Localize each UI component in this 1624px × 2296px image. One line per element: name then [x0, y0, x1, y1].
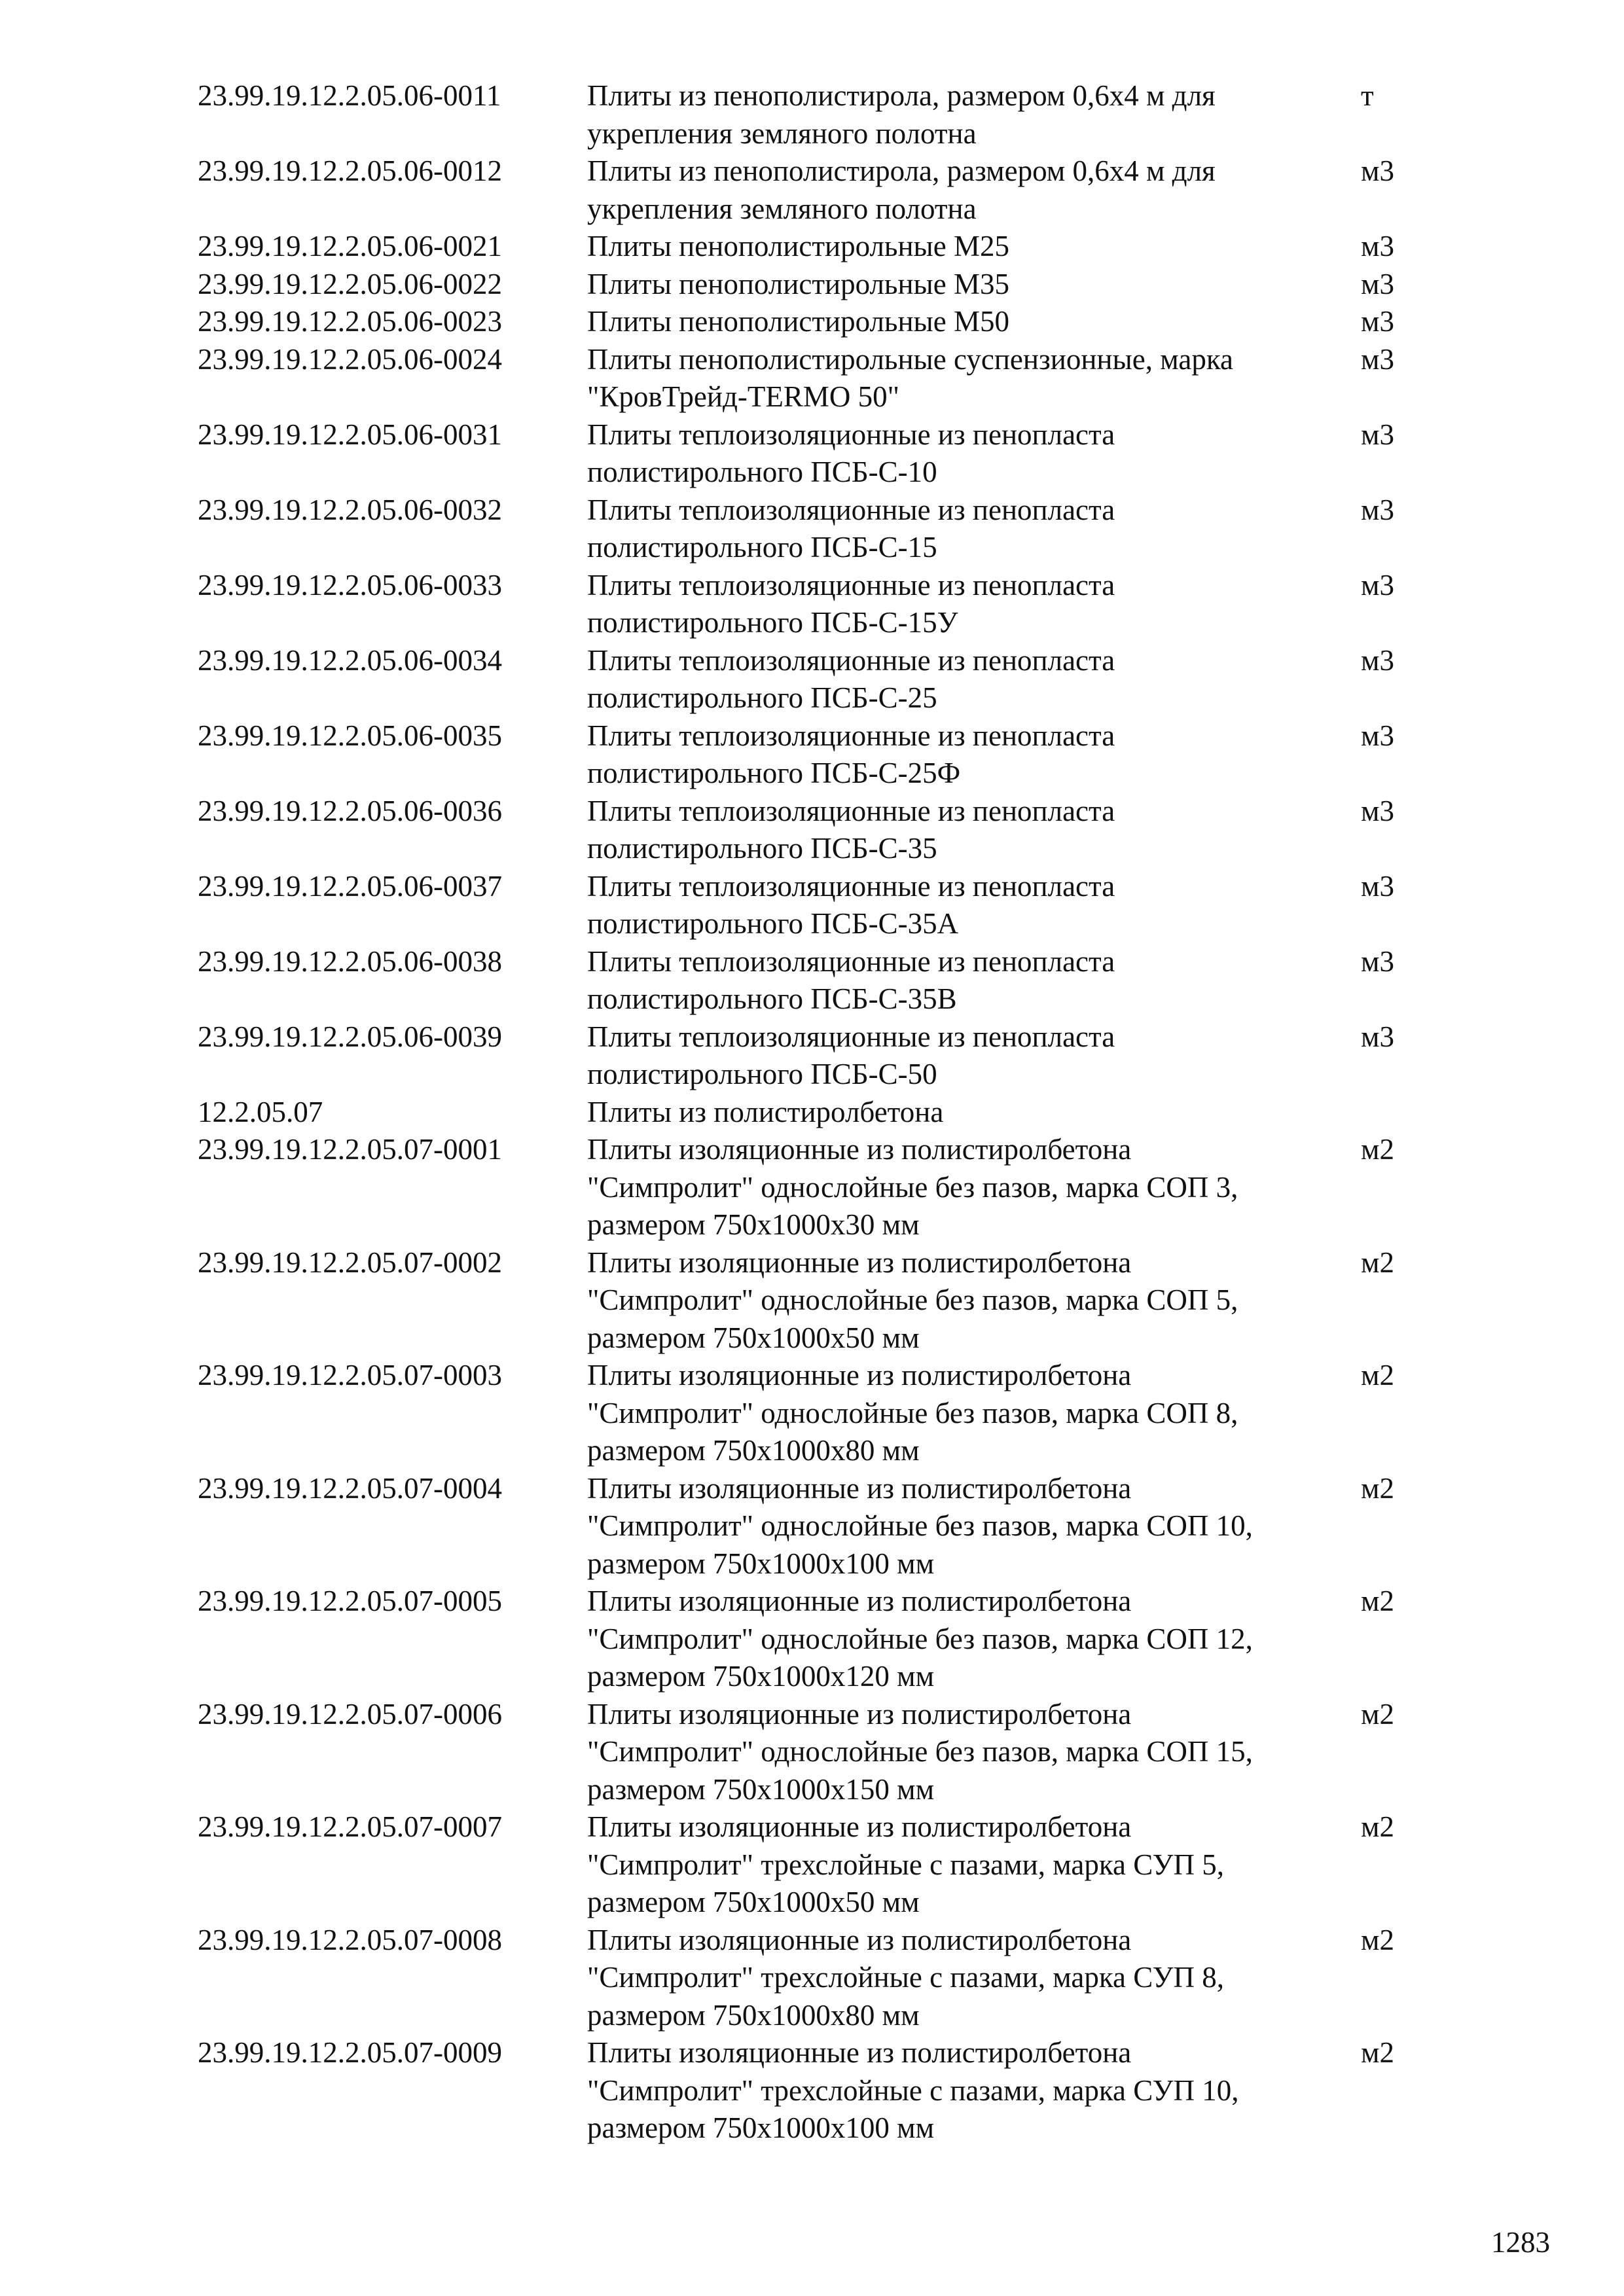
resource-name-line: Плиты изоляционные из полистиролбетона: [587, 1585, 1132, 1617]
resource-name: [587, 1131, 1361, 1244]
table-row: [198, 793, 1441, 868]
resource-table: [198, 77, 1441, 2147]
resource-code: 23.99.19.12.2.05.06-0038: [198, 944, 502, 978]
resource-code: 23.99.19.12.2.05.06-0022: [198, 267, 502, 300]
resource-name: [587, 1357, 1361, 1470]
unit-of-measure: м3: [1361, 869, 1394, 903]
resource-name-line: Плиты теплоизоляционные из пенопласта: [587, 643, 1115, 677]
table-row: [198, 717, 1441, 793]
unit-of-measure: м3: [1361, 568, 1394, 601]
resource-name-line: Плиты изоляционные из полистиролбетона: [587, 1359, 1132, 1391]
unit-of-measure: м3: [1361, 305, 1394, 338]
table-row: [198, 1696, 1441, 1809]
table-row: [198, 77, 1441, 152]
resource-code: 23.99.19.12.2.05.07-0007: [198, 1810, 502, 1843]
resource-name-line: Плиты из пенополистирола, размером 0,6х4 м для: [587, 154, 1216, 187]
table-row: [198, 1018, 1441, 1094]
resource-name-line: Плиты теплоизоляционные из пенопласта: [587, 568, 1115, 601]
resource-name-line: полистирольного ПСБ-С-10: [587, 456, 937, 488]
resource-name: [587, 868, 1361, 943]
table-row: [198, 1131, 1441, 1244]
table-row: [198, 152, 1441, 228]
unit-of-measure: м2: [1361, 1810, 1394, 1843]
table-row: [198, 303, 1441, 341]
table-row: [198, 1583, 1441, 1696]
unit-of-measure: м3: [1361, 230, 1394, 262]
resource-name-line: Плиты изоляционные из полистиролбетона: [587, 1923, 1132, 1956]
resource-name: [587, 642, 1361, 717]
resource-name-line: Плиты теплоизоляционные из пенопласта: [587, 794, 1115, 827]
resource-name-line: Плиты изоляционные из полистиролбетона: [587, 1133, 1132, 1166]
table-row: [198, 1357, 1441, 1470]
resource-code: 23.99.19.12.2.05.07-0005: [198, 1585, 502, 1617]
resource-code: 23.99.19.12.2.05.06-0021: [198, 230, 502, 262]
resource-name-line: Плиты из пенополистирола, размером 0,6х4 м для: [587, 79, 1216, 112]
resource-name-line: размером 750х1000х120 мм: [587, 1660, 935, 1693]
resource-name: [587, 492, 1361, 567]
table-row: [198, 642, 1441, 717]
resource-name-line: размером 750х1000х100 мм: [587, 1547, 935, 1580]
resource-name-line: Плиты пенополистирольные М35: [587, 267, 1010, 300]
resource-name-line: укрепления земляного полотна: [587, 192, 977, 225]
resource-name-line: полистирольного ПСБ-С-35В: [587, 982, 957, 1015]
resource-code: 23.99.19.12.2.05.06-0023: [198, 305, 502, 338]
unit-of-measure: м3: [1361, 154, 1394, 187]
resource-name: [587, 266, 1361, 304]
resource-name-line: размером 750х1000х50 мм: [587, 1886, 920, 1918]
resource-name-line: полистирольного ПСБ-С-15: [587, 531, 937, 564]
resource-code: 23.99.19.12.2.05.06-0012: [198, 154, 502, 187]
resource-code: 23.99.19.12.2.05.06-0033: [198, 568, 502, 601]
unit-of-measure: м3: [1361, 1020, 1394, 1053]
unit-of-measure: т: [1361, 79, 1374, 112]
resource-name: [587, 303, 1361, 341]
unit-of-measure: м3: [1361, 267, 1394, 300]
unit-of-measure: м3: [1361, 342, 1394, 376]
table-row: [198, 1922, 1441, 2035]
resource-name-line: полистирольного ПСБ-С-35: [587, 832, 937, 865]
unit-of-measure: м3: [1361, 719, 1394, 752]
table-row: [198, 416, 1441, 492]
resource-name-line: Плиты пенополистирольные М25: [587, 230, 1010, 262]
resource-name: [587, 1470, 1361, 1583]
table-row: [198, 2034, 1441, 2147]
resource-name-line: укрепления земляного полотна: [587, 117, 977, 150]
resource-name: [587, 1094, 1361, 1132]
resource-name-line: "Симпролит" однослойные без пазов, марка СОП 5,: [587, 1283, 1238, 1316]
resource-name-line: размером 750х1000х150 мм: [587, 1772, 935, 1806]
unit-of-measure: м2: [1361, 1585, 1394, 1617]
resource-name: [587, 152, 1361, 228]
resource-name-line: размером 750х1000х80 мм: [587, 1998, 920, 2032]
resource-name: [587, 77, 1361, 152]
resource-name-line: Плиты пенополистирольные М50: [587, 305, 1010, 338]
resource-code: 23.99.19.12.2.05.06-0011: [198, 79, 501, 112]
resource-name-line: полистирольного ПСБ-С-25Ф: [587, 757, 961, 789]
resource-code: 23.99.19.12.2.05.07-0008: [198, 1923, 502, 1956]
unit-of-measure: м3: [1361, 944, 1394, 978]
table-row: [198, 1244, 1441, 1357]
resource-code: 23.99.19.12.2.05.07-0002: [198, 1246, 502, 1279]
resource-name-line: Плиты изоляционные из полистиролбетона: [587, 1246, 1132, 1279]
resource-code: 23.99.19.12.2.05.07-0003: [198, 1359, 502, 1391]
resource-name: [587, 717, 1361, 793]
resource-name-line: "Симпролит" трехслойные с пазами, марка СУП 8,: [587, 1961, 1225, 1994]
resource-code: 23.99.19.12.2.05.06-0035: [198, 719, 502, 752]
resource-code: 23.99.19.12.2.05.06-0032: [198, 493, 502, 526]
resource-name-line: полистирольного ПСБ-С-35А: [587, 907, 959, 940]
resource-name-line: размером 750х1000х30 мм: [587, 1208, 920, 1241]
unit-of-measure: м2: [1361, 1923, 1394, 1956]
resource-name-line: Плиты теплоизоляционные из пенопласта: [587, 869, 1115, 903]
resource-code: 23.99.19.12.2.05.06-0039: [198, 1020, 502, 1053]
resource-code: 23.99.19.12.2.05.06-0031: [198, 418, 502, 451]
resource-name-line: Плиты теплоизоляционные из пенопласта: [587, 719, 1115, 752]
resource-name: [587, 228, 1361, 266]
resource-name-line: Плиты изоляционные из полистиролбетона: [587, 1810, 1132, 1843]
unit-of-measure: м3: [1361, 794, 1394, 827]
resource-name-line: полистирольного ПСБ-С-25: [587, 681, 937, 714]
table-row: [198, 567, 1441, 642]
resource-name-line: "КровТрейд-TERMO 50": [587, 380, 899, 413]
resource-name: [587, 416, 1361, 492]
table-row: [198, 868, 1441, 943]
resource-name-line: Плиты изоляционные из полистиролбетона: [587, 2036, 1132, 2069]
resource-name: [587, 1808, 1361, 1922]
page-number: 1283: [1491, 2226, 1550, 2259]
unit-of-measure: м2: [1361, 1697, 1394, 1731]
unit-of-measure: м3: [1361, 643, 1394, 677]
resource-name: [587, 1583, 1361, 1696]
resource-name: [587, 1922, 1361, 2035]
resource-name-line: Плиты теплоизоляционные из пенопласта: [587, 1020, 1115, 1053]
resource-name: [587, 793, 1361, 868]
unit-of-measure: м2: [1361, 1359, 1394, 1391]
table-row: [198, 943, 1441, 1018]
resource-code: 23.99.19.12.2.05.06-0034: [198, 643, 502, 677]
unit-of-measure: м2: [1361, 1471, 1394, 1505]
table-row: [198, 266, 1441, 304]
resource-name: [587, 943, 1361, 1018]
unit-of-measure: м3: [1361, 418, 1394, 451]
resource-name: [587, 567, 1361, 642]
table-row: [198, 1094, 1441, 1132]
unit-of-measure: м2: [1361, 1246, 1394, 1279]
resource-name-line: размером 750х1000х50 мм: [587, 1321, 920, 1354]
table-row: [198, 492, 1441, 567]
resource-name-line: "Симпролит" трехслойные с пазами, марка СУП 5,: [587, 1848, 1225, 1881]
resource-name: [587, 1018, 1361, 1094]
resource-name-line: Плиты теплоизоляционные из пенопласта: [587, 418, 1115, 451]
resource-name-line: "Симпролит" трехслойные с пазами, марка СУП 10,: [587, 2073, 1239, 2107]
resource-code: 23.99.19.12.2.05.07-0001: [198, 1133, 502, 1166]
resource-name-line: Плиты теплоизоляционные из пенопласта: [587, 944, 1115, 978]
resource-name-line: размером 750х1000х80 мм: [587, 1434, 920, 1467]
resource-code: 23.99.19.12.2.05.07-0009: [198, 2036, 502, 2069]
resource-name-line: "Симпролит" однослойные без пазов, марка СОП 15,: [587, 1735, 1253, 1768]
resource-name: [587, 1244, 1361, 1357]
table-row: [198, 228, 1441, 266]
unit-of-measure: м2: [1361, 2036, 1394, 2069]
resource-code: 12.2.05.07: [198, 1095, 323, 1128]
resource-name: [587, 1696, 1361, 1809]
resource-name: [587, 2034, 1361, 2147]
resource-code: 23.99.19.12.2.05.07-0004: [198, 1471, 502, 1505]
resource-name-line: "Симпролит" однослойные без пазов, марка СОП 12,: [587, 1622, 1253, 1655]
resource-name-line: "Симпролит" однослойные без пазов, марка СОП 10,: [587, 1509, 1253, 1542]
resource-code: 23.99.19.12.2.05.07-0006: [198, 1697, 502, 1731]
resource-name-line: полистирольного ПСБ-С-15У: [587, 606, 958, 639]
resource-name-line: размером 750х1000х100 мм: [587, 2111, 935, 2144]
table-row: [198, 341, 1441, 416]
resource-name-line: Плиты изоляционные из полистиролбетона: [587, 1697, 1132, 1731]
resource-name-line: "Симпролит" однослойные без пазов, марка СОП 3,: [587, 1170, 1238, 1204]
resource-name-line: Плиты пенополистирольные суспензионные, марка: [587, 342, 1234, 376]
unit-of-measure: м3: [1361, 493, 1394, 526]
table-row: [198, 1808, 1441, 1922]
resource-name-line: Плиты теплоизоляционные из пенопласта: [587, 493, 1115, 526]
unit-of-measure: м2: [1361, 1133, 1394, 1166]
resource-code: 23.99.19.12.2.05.06-0024: [198, 342, 502, 376]
resource-name: [587, 341, 1361, 416]
table-row: [198, 1470, 1441, 1583]
resource-name-line: Плиты из полистиролбетона: [587, 1095, 944, 1128]
resource-code: 23.99.19.12.2.05.06-0037: [198, 869, 502, 903]
resource-name-line: Плиты изоляционные из полистиролбетона: [587, 1471, 1132, 1505]
resource-name-line: полистирольного ПСБ-С-50: [587, 1058, 937, 1090]
resource-code: 23.99.19.12.2.05.06-0036: [198, 794, 502, 827]
resource-name-line: "Симпролит" однослойные без пазов, марка СОП 8,: [587, 1396, 1238, 1429]
